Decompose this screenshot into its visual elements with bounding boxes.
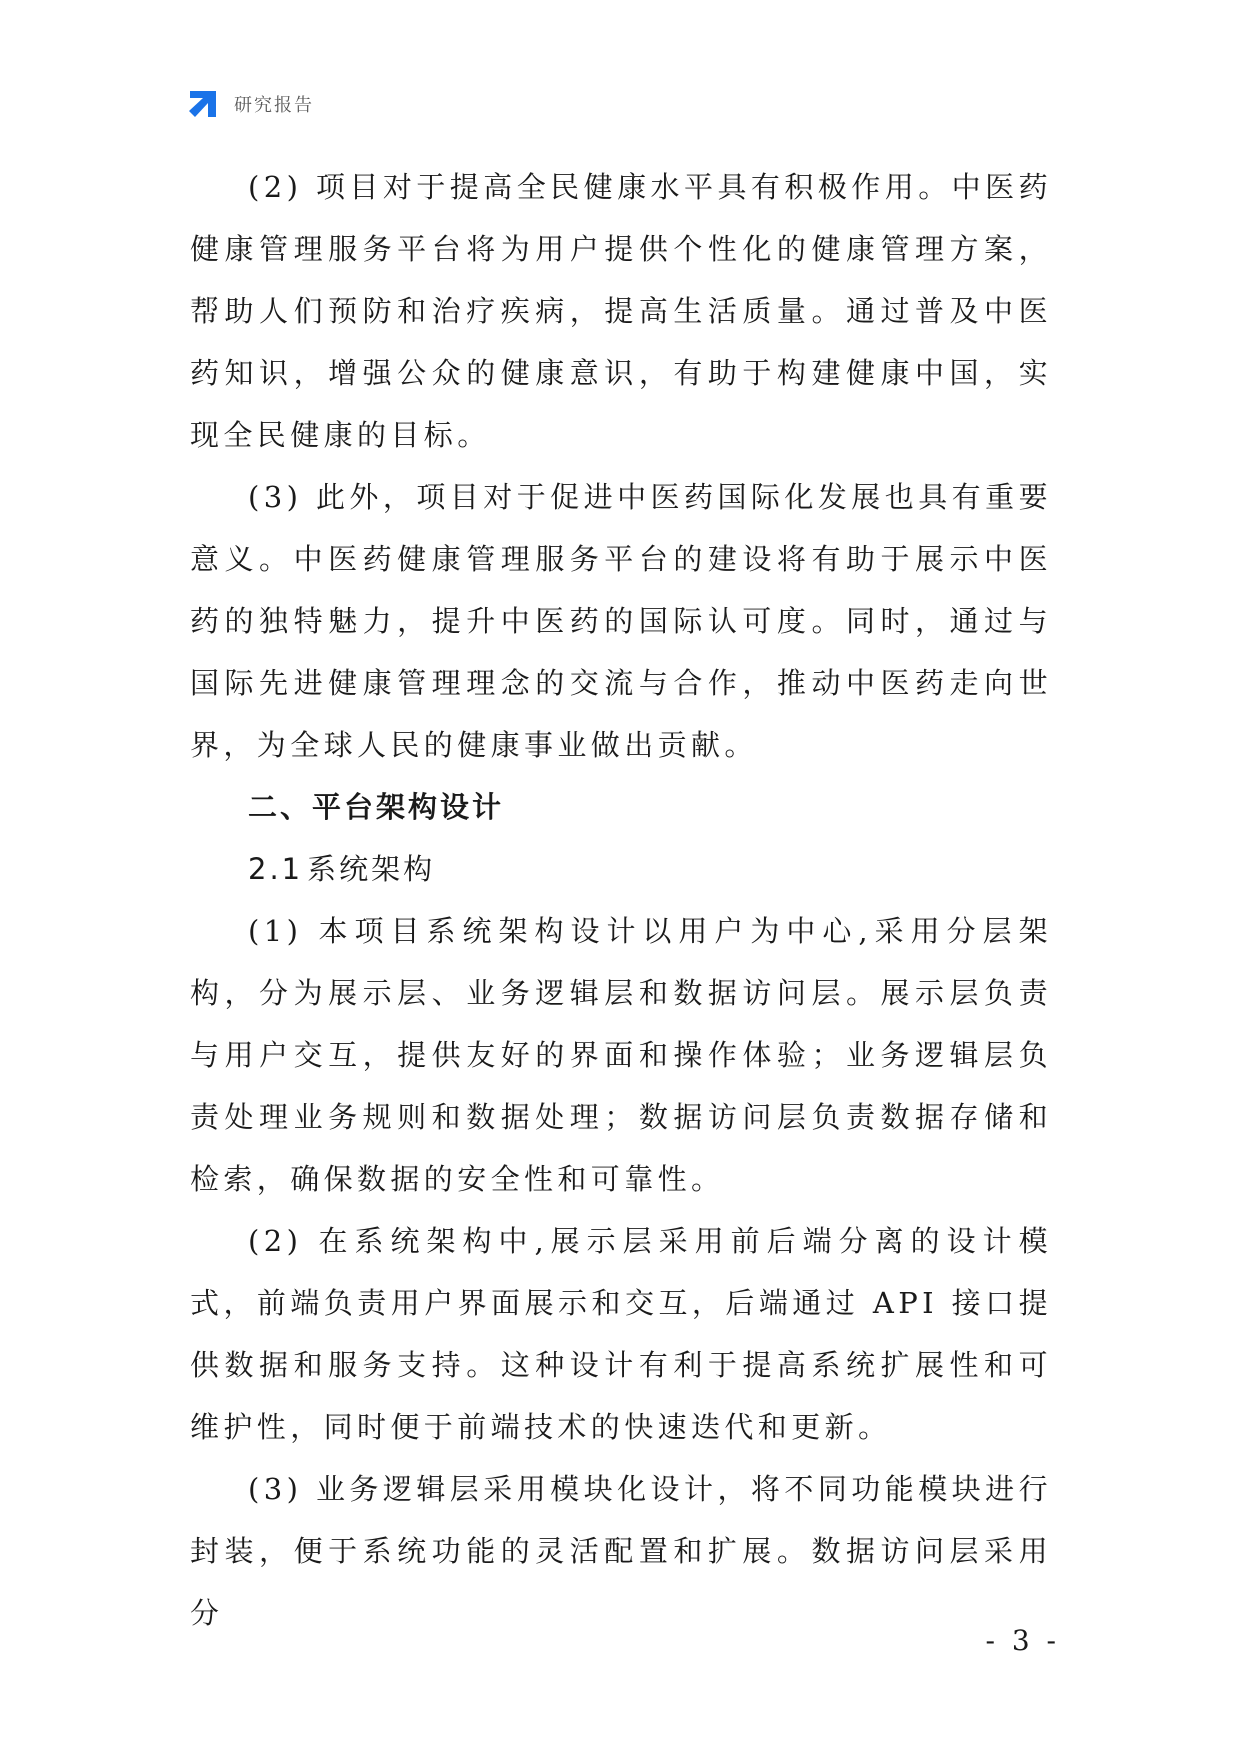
subsection-title: 系统架构 (307, 852, 436, 886)
subsection-heading (190, 838, 1052, 900)
subsection-number: 2.1 (248, 852, 304, 886)
arrow-up-right-icon (186, 87, 220, 121)
paragraph: (3) 业务逻辑层采用模块化设计，将不同功能模块进行封装，便于系统功能的灵活配置和扩展。数据访问层采用分 (190, 1472, 1052, 1630)
document-body (190, 156, 1052, 1644)
page-header (186, 86, 314, 122)
paragraph: (2) 在系统架构中,展示层采用前后端分离的设计模式，前端负责用户界面展示和交互，后端通过 API 接口提供数据和服务支持。这种设计有利于提高系统扩展性和可维护性，同时便于前端技术的快速迭代和更新。 (190, 1224, 1052, 1444)
header-title: 研究报告 (234, 95, 314, 116)
page-number: - 3 - (985, 1624, 1060, 1657)
paragraph: (2) 项目对于提高全民健康水平具有积极作用。中医药健康管理服务平台将为用户提供个性化的健康管理方案，帮助人们预防和治疗疾病，提高生活质量。通过普及中医药知识，增强公众的健康意识，有助于构建健康中国，实现全民健康的目标。 (190, 170, 1052, 452)
section-heading: 二、平台架构设计 (248, 790, 505, 824)
paragraph: (1) 本项目系统架构设计以用户为中心,采用分层架构，分为展示层、业务逻辑层和数据访问层。展示层负责与用户交互，提供友好的界面和操作体验；业务逻辑层负责处理业务规则和数据处理；数据访问层负责数据存储和检索，确保数据的安全性和可靠性。 (190, 914, 1052, 1196)
paragraph: (3) 此外，项目对于促进中医药国际化发展也具有重要意义。中医药健康管理服务平台的建设将有助于展示中医药的独特魅力，提升中医药的国际认可度。同时，通过与国际先进健康管理理念的交流与合作，推动中医药走向世界，为全球人民的健康事业做出贡献。 (190, 480, 1052, 762)
